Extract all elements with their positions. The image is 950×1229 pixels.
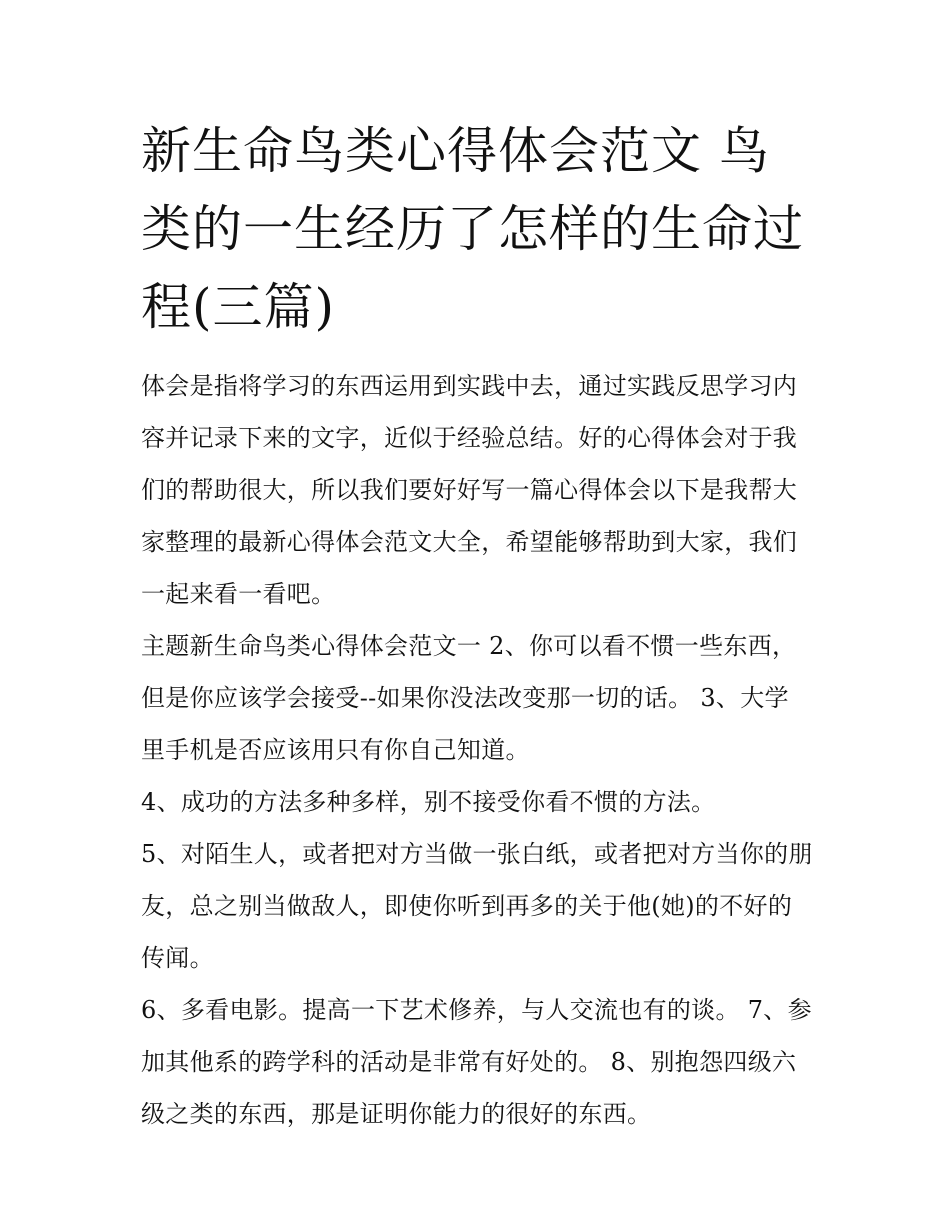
document-title: 新生命鸟类心得体会范文 鸟类的一生经历了怎样的生命过程(三篇) [141,122,804,336]
paragraph-3: 5、对陌生人，或者把对方当做一张白纸，或者把对方当你的朋友，总之别当做敌人，即使你听到再多的关于他(她)的不好的传闻。 [141,840,813,972]
paragraph-4: 6、多看电影。提高一下艺术修养，与人交流也有的谈。 7、参加其他系的跨学科的活动是非常有好处的。 8、别抱怨四级六级之类的东西，那是证明你能力的很好的东西。 [141,996,812,1128]
paragraph-2: 4、成功的方法多种多样，别不接受你看不惯的方法。 [141,788,716,816]
document-page [141,112,813,1140]
paragraph-1: 主题新生命鸟类心得体会范文一 2、你可以看不惯一些东西，但是你应该学会接受--如果你没法改变那一切的话。 3、大学里手机是否应该用只有你自己知道。 [141,632,797,764]
paragraph-intro: 体会是指将学习的东西运用到实践中去，通过实践反思学习内容并记录下来的文字，近似于经验总结。好的心得体会对于我们的帮助很大，所以我们要好好写一篇心得体会以下是我帮大家整理的最新心得体会范文大全，希望能够帮助到大家，我们一起来看一看吧。 [141,372,798,608]
